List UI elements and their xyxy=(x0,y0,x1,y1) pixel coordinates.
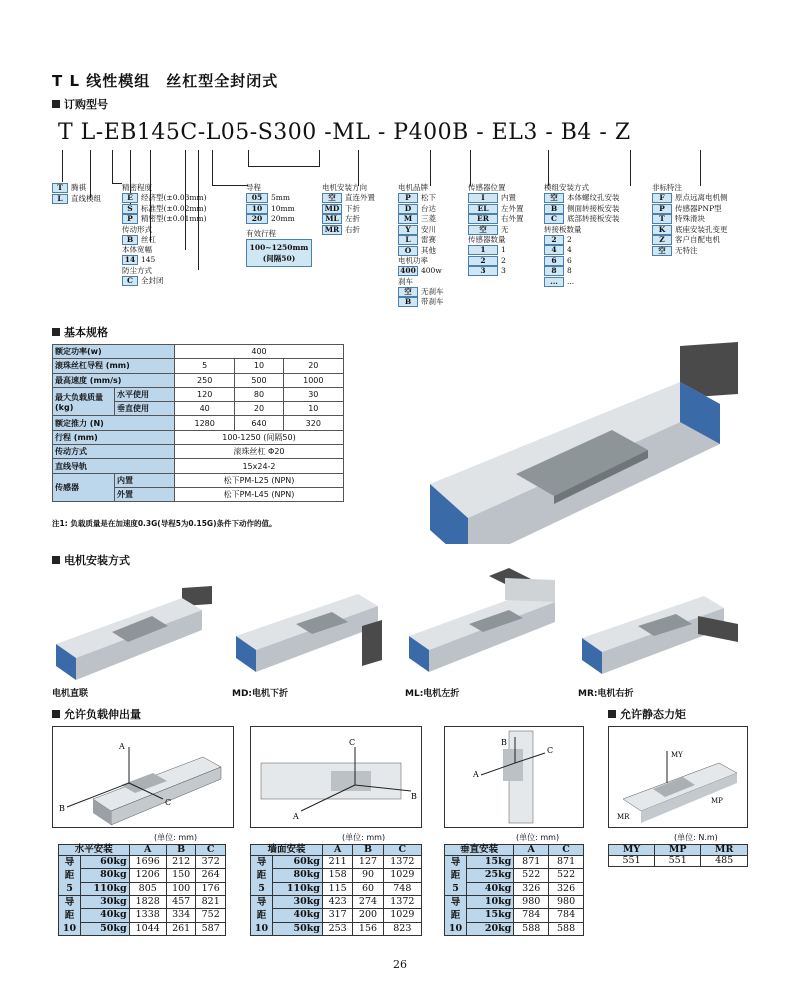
model-code: T L-EB145C-L05-S300 -ML - P400B - EL3 - B4 - Z xyxy=(58,120,631,145)
wall-diagram xyxy=(250,726,422,828)
svg-text:A: A xyxy=(293,812,299,821)
motor-left-image xyxy=(405,566,575,680)
horizontal-diagram xyxy=(52,726,234,828)
module-product-image xyxy=(420,334,750,544)
moment-diagram xyxy=(608,726,748,828)
svg-text:C: C xyxy=(165,798,172,807)
order-section-title: 订购型号 xyxy=(52,96,108,112)
spec-table: 额定功率(w) 400 滚珠丝杠导程 (mm) 5 10 20 最高速度 (mm/s) 250 500 1000 最大负载质量 (kg) 水平使用 120 80 30 垂直使用 40 20 10 额定推力 (N) 1280 640 320 行程 (mm) 100-1250 (间隔50) 传动方式 滚珠丝杠 Φ20 直线导轨 15x24-2 传感器 内置 松下PM-L25 (NPN) 外置 松下PM-L45 (NPN) xyxy=(52,344,344,502)
svg-text:B: B xyxy=(59,804,65,813)
motor-direct-image xyxy=(52,584,222,680)
caption-direct: 电机直联 xyxy=(52,689,89,699)
svg-text:C: C xyxy=(349,738,356,747)
page-number: 26 xyxy=(393,958,407,971)
page-title: T L 线性模组 丝杠型全封闭式 xyxy=(52,72,279,90)
caption-mr: MR:电机右折 xyxy=(578,689,634,699)
unit-label-2: (单位: mm) xyxy=(342,833,386,842)
overhang-section-title: 允许负载伸出量 xyxy=(52,706,141,722)
motor-brand-group: 电机品牌 P 松下 D 台达 M 三菱 Y 安川 L 雷赛 O 其他 电机功率 400 400w 刹车 空 无刹车 B 带刹车 xyxy=(398,183,444,307)
unit-label-3: (单位: mm) xyxy=(516,833,560,842)
brand-group: T 腾祺 L 直线模组 xyxy=(52,183,101,204)
precision-group: 精密程度 E 经济型(±0.03mm) S 标准型(±0.02mm) P 精密型(±0.01mm) 传动形式 B 丝杠 本体宽幅 14 145 防尘方式 C 全封闭 xyxy=(122,183,207,285)
mount-group: 模组安装方式 空 本体螺纹孔安装 B 侧面转接板安装 C 底部转接板安装 转接板数量 2 2 4 4 6 6 8 8 ... ... xyxy=(544,183,620,286)
unit-label-4: (单位: N.m) xyxy=(674,833,718,842)
motor-right-image xyxy=(578,584,748,680)
horizontal-table: 水平安装 A B C 导距 5 60kg 1696 212 372 80kg 1206 150 264 110kg 805 100 176 导距 10 30kg 1828 457 821 40kg 1338 334 752 50kg 1044 261 587 xyxy=(58,844,226,936)
svg-text:MR: MR xyxy=(617,813,630,821)
svg-text:MY: MY xyxy=(671,751,683,759)
vertical-diagram xyxy=(444,726,584,828)
lead-group: 导程 05 5mm 10 10mm 20 20mm 有效行程 100~1250mm (间隔50) xyxy=(246,183,312,267)
wall-table: 墙面安装 A B C 导距 5 60kg 211 127 1372 80kg 158 90 1029 110kg 115 60 748 导距 10 30kg 423 274 1372 40kg 317 200 1029 50kg 253 156 823 xyxy=(250,844,422,936)
vertical-table: 垂直安装 A C 导距 5 15kg 871 871 25kg 522 522 40kg 326 326 导距 10 10kg 980 980 15kg 784 784 20kg 588 588 xyxy=(444,844,584,936)
moment-section-title: 允许静态力矩 xyxy=(608,706,686,722)
special-group: 非标特注 F 原点远离电机侧 P 传感器PNP型 T 特殊滑块 K 底座安装孔变更 Z 客户自配电机 空 无特注 xyxy=(652,183,728,255)
svg-text:C: C xyxy=(547,746,554,755)
svg-text:A: A xyxy=(119,742,125,751)
svg-text:A: A xyxy=(473,770,479,779)
caption-ml: ML:电机左折 xyxy=(405,689,460,699)
load-note: 注1: 负载质量是在加速度0.3G(导程5为0.15G)条件下动作的值。 xyxy=(52,519,277,528)
motor-down-image xyxy=(232,584,392,680)
svg-text:MP: MP xyxy=(711,797,723,805)
spec-section-title: 基本规格 xyxy=(52,324,108,340)
caption-md: MD:电机下折 xyxy=(232,689,289,699)
svg-text:B: B xyxy=(501,738,507,747)
motor-section-title: 电机安装方式 xyxy=(52,552,130,568)
svg-text:B: B xyxy=(411,792,417,801)
sensor-group: 传感器位置 I 内置 EL 左外置 ER 右外置 空 无 传感器数量 1 1 2 2 3 3 xyxy=(468,183,524,276)
motor-dir-group: 电机安装方向 空 直连外置 MD 下折 ML 左折 MR 右折 xyxy=(322,183,375,234)
moment-table: MY MP MR 551 551 485 xyxy=(608,844,748,867)
unit-label-1: (单位: mm) xyxy=(154,833,198,842)
